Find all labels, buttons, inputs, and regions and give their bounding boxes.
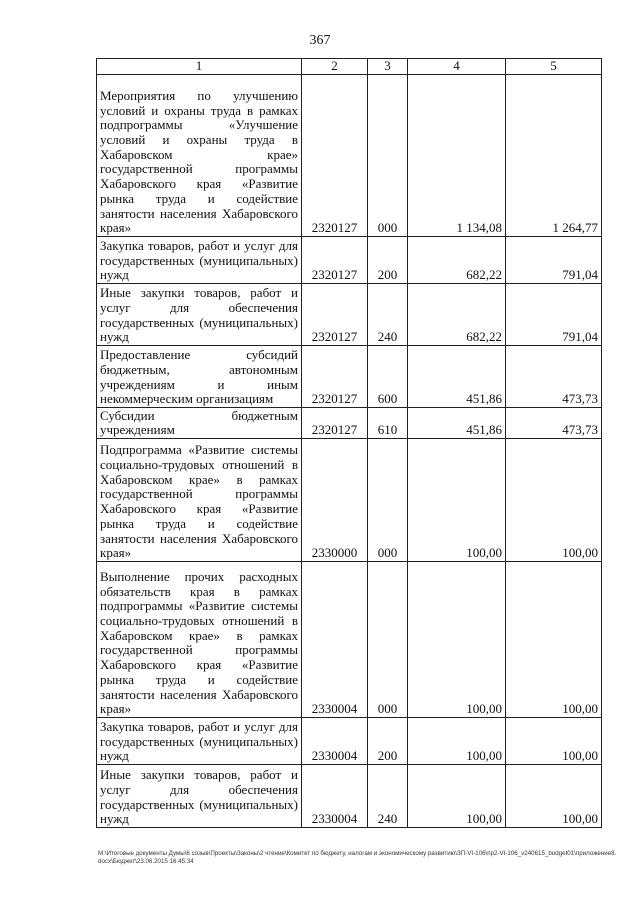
row-type-cell: 600 (368, 346, 408, 408)
budget-table (96, 58, 602, 828)
row-amount-year1-cell: 682,22 (408, 237, 506, 284)
row-name-cell: Выполнение прочих расходных обязательств края в рамках подпрограммы «Развитие системы социально-трудовых отношений в Хабаровском крае» в рамках государственной программы Хабаровского края «Развитие рынка труда и содействие занятости населения Хабаровского края» (97, 562, 302, 718)
row-type-cell: 000 (368, 75, 408, 237)
row-code-cell: 2320127 (302, 408, 368, 439)
row-amount-year2-cell: 100,00 (506, 765, 602, 828)
table-row (97, 237, 602, 284)
row-amount-year1-cell: 100,00 (408, 439, 506, 562)
row-name-cell: Иные закупки товаров, работ и услуг для обеспечения государственных (муниципальных) нужд (97, 765, 302, 828)
row-type-cell: 200 (368, 718, 408, 765)
header-col-4: 4 (408, 59, 506, 75)
table-row (97, 284, 602, 346)
row-type-cell: 240 (368, 284, 408, 346)
row-code-cell: 2320127 (302, 237, 368, 284)
row-amount-year2-cell: 100,00 (506, 439, 602, 562)
table-row (97, 346, 602, 408)
row-amount-year2-cell: 100,00 (506, 718, 602, 765)
table-row (97, 408, 602, 439)
row-amount-year2-cell: 100,00 (506, 562, 602, 718)
row-code-cell: 2320127 (302, 284, 368, 346)
row-amount-year1-cell: 451,86 (408, 346, 506, 408)
row-amount-year2-cell: 791,04 (506, 237, 602, 284)
row-amount-year2-cell: 473,73 (506, 408, 602, 439)
row-code-cell: 2320127 (302, 346, 368, 408)
row-name-cell: Предоставление субсидий бюджетным, автономным учреждениям и иным некоммерческим организациям (97, 346, 302, 408)
row-type-cell: 610 (368, 408, 408, 439)
row-amount-year1-cell: 100,00 (408, 765, 506, 828)
row-amount-year1-cell: 682,22 (408, 284, 506, 346)
row-type-cell: 240 (368, 765, 408, 828)
row-name-cell: Субсидии бюджетным учреждениям (97, 408, 302, 439)
table-row (97, 765, 602, 828)
row-name-cell: Закупка товаров, работ и услуг для государственных (муниципальных) нужд (97, 718, 302, 765)
table-row (97, 75, 602, 237)
footer-file-path: M:\Итоговые документы Думы\6 созыв\Проекты\Законы\2 чтение\Комитет по бюджету, налогам и экономическому развитию\ЗП-VI-106\пр2-VI-106_v240615_budget01\приложение8.docx\Бюджет\23.06.2015 16:45:34 (98, 850, 617, 865)
row-amount-year1-cell: 100,00 (408, 718, 506, 765)
row-amount-year2-cell: 791,04 (506, 284, 602, 346)
row-type-cell: 200 (368, 237, 408, 284)
table-header-row (97, 59, 602, 75)
row-amount-year2-cell: 473,73 (506, 346, 602, 408)
table-body (97, 75, 602, 828)
row-name-cell: Мероприятия по улучшению условий и охраны труда в рамках подпрограммы «Улучшение условий и охраны труда в Хабаровском крае» государственной программы Хабаровского края «Развитие рынка труда и содействие занятости населения Хабаровского края» (97, 75, 302, 237)
header-col-2: 2 (302, 59, 368, 75)
row-name-cell: Иные закупки товаров, работ и услуг для обеспечения государственных (муниципальных) нужд (97, 284, 302, 346)
header-col-1: 1 (97, 59, 302, 75)
row-type-cell: 000 (368, 562, 408, 718)
table-row (97, 718, 602, 765)
row-type-cell: 000 (368, 439, 408, 562)
row-amount-year1-cell: 1 134,08 (408, 75, 506, 237)
row-amount-year2-cell: 1 264,77 (506, 75, 602, 237)
page-number: 367 (309, 33, 331, 48)
header-col-3: 3 (368, 59, 408, 75)
table-row (97, 439, 602, 562)
row-code-cell: 2330000 (302, 439, 368, 562)
row-code-cell: 2330004 (302, 718, 368, 765)
row-name-cell: Закупка товаров, работ и услуг для государственных (муниципальных) нужд (97, 237, 302, 284)
row-name-cell: Подпрограмма «Развитие системы социально-трудовых отношений в Хабаровском крае» в рамках государственной программы Хабаровского края «Развитие рынка труда и содействие занятости населения Хабаровского края» (97, 439, 302, 562)
row-amount-year1-cell: 451,86 (408, 408, 506, 439)
table-row (97, 562, 602, 718)
row-code-cell: 2330004 (302, 765, 368, 828)
row-code-cell: 2330004 (302, 562, 368, 718)
row-amount-year1-cell: 100,00 (408, 562, 506, 718)
header-col-5: 5 (506, 59, 602, 75)
row-code-cell: 2320127 (302, 75, 368, 237)
